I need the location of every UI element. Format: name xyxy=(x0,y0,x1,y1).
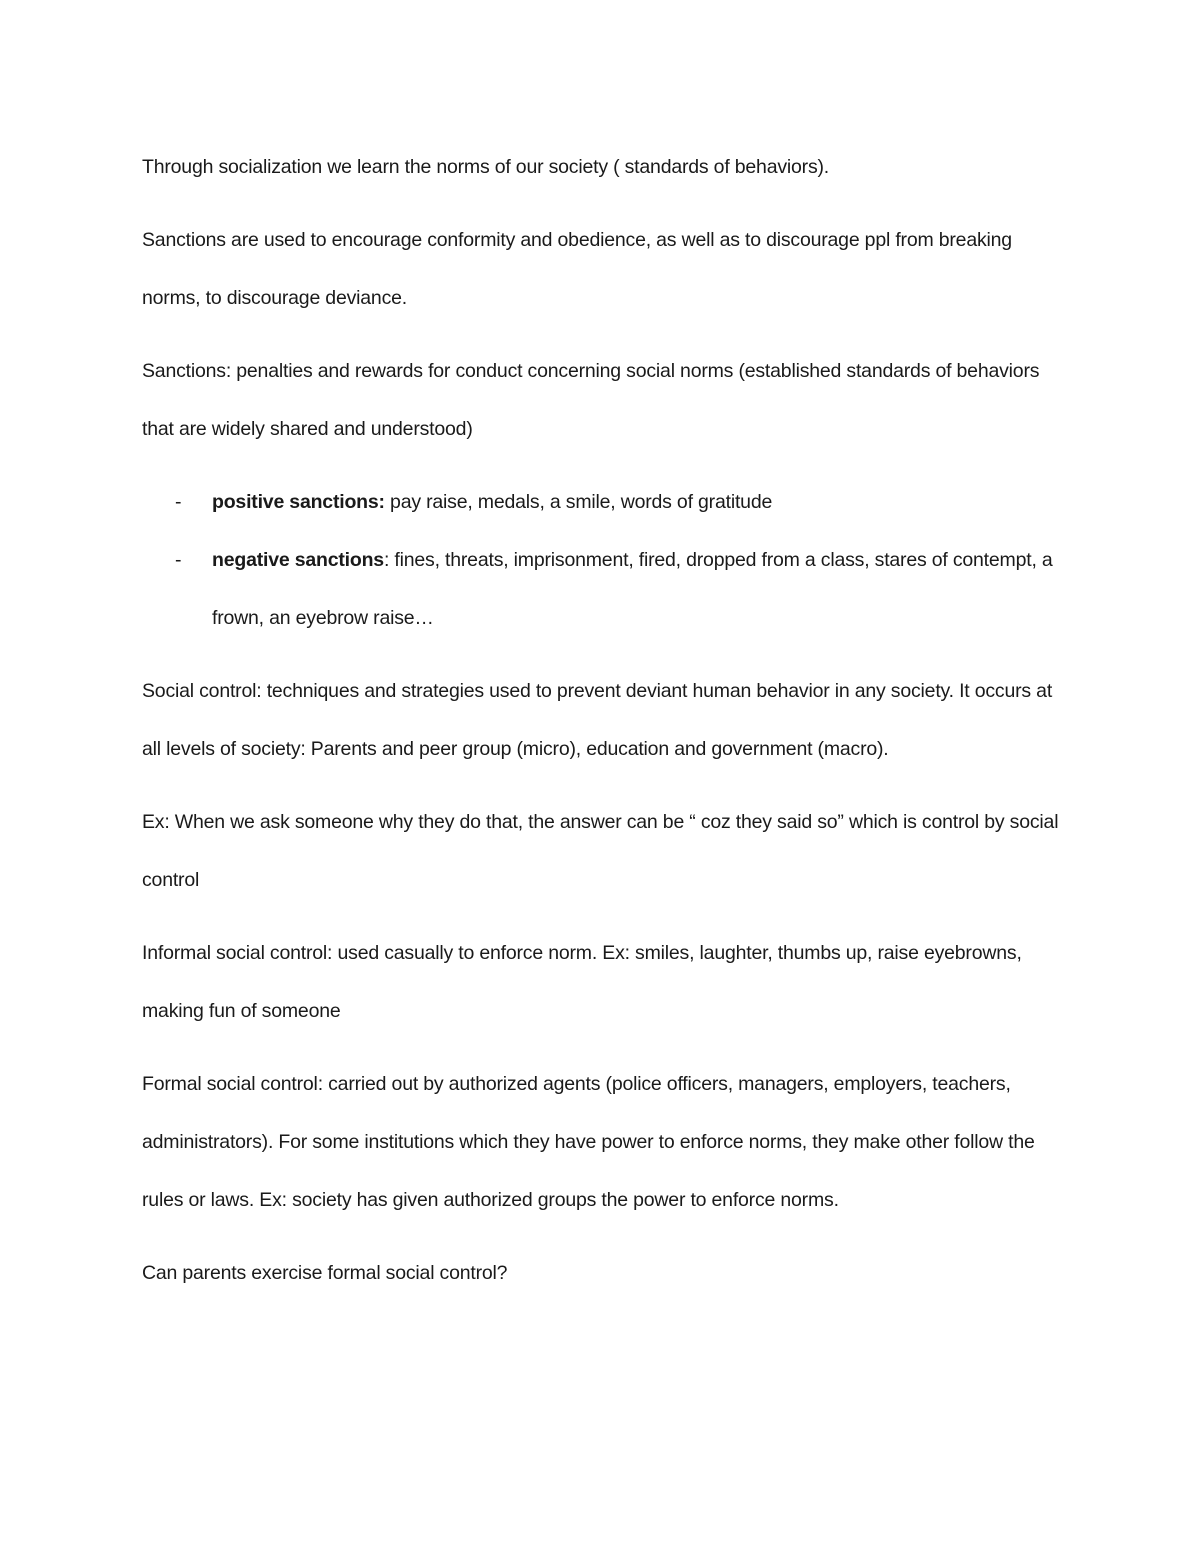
paragraph-sanctions-purpose: Sanctions are used to encourage conformity and obedience, as well as to discourage ppl from breaking norms, to discourage deviance. xyxy=(142,229,1012,309)
term-positive-sanctions: positive sanctions: xyxy=(212,491,385,513)
document-body xyxy=(142,138,1072,1317)
paragraph-social-control: Social control: techniques and strategies used to prevent deviant human behavior in any society. It occurs at all levels of society: Parents and peer group (micro), education and government (macro). xyxy=(142,680,1053,760)
paragraph-formal-control: Formal social control: carried out by authorized agents (police officers, managers, employers, teachers, administrators). For some institutions which they have power to enforce norms, they make other follow the rules or laws. Ex: society has given authorized groups the power to enforce norms. xyxy=(142,1073,1035,1211)
paragraph-informal-control: Informal social control: used casually to enforce norm. Ex: smiles, laughter, thumbs up, raise eyebrowns, making fun of someone xyxy=(142,942,1022,1022)
negative-sanctions-text: : fines, threats, imprisonment, fired, dropped from a class, stares of contempt, a frown, an eyebrow raise… xyxy=(212,549,1053,629)
list-item-positive-sanctions xyxy=(142,473,1072,531)
positive-sanctions-text: pay raise, medals, a smile, words of gratitude xyxy=(384,491,773,513)
paragraph-sanctions-definition: Sanctions: penalties and rewards for conduct concerning social norms (established standards of behaviors that are widely shared and understood) xyxy=(142,360,1040,440)
sanctions-list xyxy=(142,473,1072,647)
list-item-negative-sanctions xyxy=(142,531,1072,647)
paragraph-socialization: Through socialization we learn the norms of our society ( standards of behaviors). xyxy=(142,156,830,178)
paragraph-question: Can parents exercise formal social control? xyxy=(142,1262,508,1284)
term-negative-sanctions: negative sanctions xyxy=(212,549,384,571)
paragraph-example: Ex: When we ask someone why they do that, the answer can be “ coz they said so” which is control by social control xyxy=(142,811,1059,891)
dash-bullet: - xyxy=(175,549,182,571)
dash-bullet: - xyxy=(175,491,182,513)
